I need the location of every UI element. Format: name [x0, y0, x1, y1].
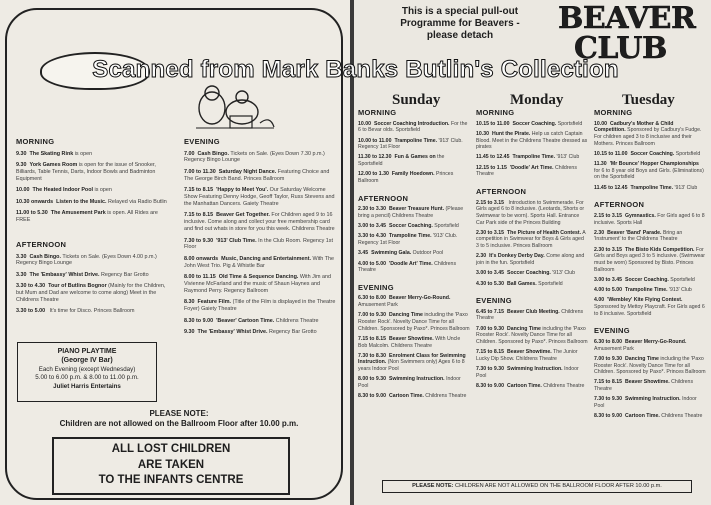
- entry-title: Beaver Club Meeting.: [506, 308, 560, 315]
- programme-entry: [594, 161, 706, 181]
- entry-title: The Skating Rink: [29, 150, 74, 157]
- entry-title: 'Beaver' Cartoon Time.: [216, 317, 275, 324]
- programme-entry: [184, 256, 340, 270]
- programme-entry: [594, 413, 706, 420]
- programme-entry: [594, 277, 706, 284]
- programme-entry: [16, 283, 168, 304]
- banner-line-3: please detach: [426, 30, 494, 42]
- lost-line-2: ARE TAKEN: [137, 458, 205, 471]
- entry-time: 8.00 to 9.30: [358, 376, 386, 383]
- entry-detail: Princes Ballroom: [358, 171, 454, 184]
- entry-title: Beaver Merry-Go-Round.: [624, 338, 687, 345]
- entry-detail: Regency Bar Grotto: [100, 271, 149, 278]
- entry-detail: Childrens Theatre: [543, 383, 585, 390]
- entry-title: Ball Games.: [506, 280, 537, 287]
- entry-title: Swimming Instruction.: [506, 366, 563, 373]
- entry-detail: Sportsfield: [557, 120, 583, 127]
- entry-detail: Childrens Theatre: [476, 164, 577, 178]
- programme-entry: [476, 121, 588, 128]
- entry-time: 7.00 to 9.30: [594, 355, 622, 362]
- programme-entry: [594, 287, 706, 294]
- entry-time: 3.30: [16, 253, 27, 260]
- entry-detail: Childrens Theatre: [358, 260, 457, 274]
- entry-time: 2.30 to 3.30: [358, 206, 386, 213]
- entry-time: 10.00 to 11.00: [358, 137, 392, 144]
- entry-time: 10.00: [594, 120, 607, 127]
- entry-time: 11.45 to 12.45: [594, 184, 628, 191]
- entry-time: 2.30: [476, 253, 487, 260]
- day-heading-monday: Monday: [510, 92, 564, 108]
- entry-title: Trampoline Time.: [388, 233, 432, 240]
- entry-detail: Featuring Choice and The George Birch Band. Princes Ballroom: [184, 168, 330, 182]
- programme-entry: [594, 297, 706, 317]
- lost-line-3: TO THE INFANTS CENTRE: [98, 474, 244, 487]
- right-page: [354, 0, 711, 505]
- monday-morning-heading: MORNING: [476, 108, 515, 117]
- programme-entry: [594, 356, 706, 376]
- entry-title: Trampoline Time.: [394, 137, 438, 144]
- left-afternoon-column: [16, 240, 168, 315]
- entry-time: 7.15 to 8.15: [358, 335, 386, 342]
- entry-detail: including the 'Paxo Rooster Rock'. Novelty Dance Time for all Children. Sponsored by Paxo*. Princes Ballroom: [358, 312, 470, 332]
- entry-title: The Picture of Health Contest.: [506, 229, 582, 236]
- day-heading-sunday: Sunday: [392, 92, 441, 108]
- entry-time: 7.15 to 8.15: [594, 379, 622, 386]
- entry-detail: for 6 to 8 year old Boys and Girls. (Eliminations) on the Sportsfield: [594, 167, 704, 181]
- programme-entry: [476, 154, 588, 161]
- entry-detail: '913' Club: [552, 270, 576, 277]
- entry-time: 3.30 to 4.30: [16, 283, 46, 290]
- entry-title: Trampoline Time.: [624, 287, 668, 294]
- entry-time: 2.30 to 3.15: [476, 229, 504, 236]
- entry-detail: Indoor Pool: [358, 376, 461, 390]
- programme-entry: [184, 151, 340, 165]
- entry-time: 3.30 to 4.30: [358, 233, 386, 240]
- entry-detail: (Non Swimmers only) Ages 6 to 8 years Indoor Pool: [358, 359, 465, 373]
- entry-time: 3.00 to 3.45: [594, 276, 622, 283]
- entry-detail: Childrens Theatre: [275, 317, 319, 324]
- ballroom-note: [382, 480, 692, 493]
- entry-detail: Help us catch Captain Blood. Meet in the Childrens Theatre dressed as pirates: [476, 130, 588, 151]
- entry-title: Soccer Coaching.: [630, 150, 675, 157]
- entry-title: Soccer Coaching.: [624, 276, 669, 283]
- programme-entry: [594, 379, 706, 392]
- entry-title: Cartoon Time.: [624, 413, 660, 420]
- entry-detail: is open: [74, 150, 93, 157]
- entry-title: Swimming Instruction.: [388, 376, 445, 383]
- tuesday-column: [594, 108, 706, 420]
- entry-detail: '913' Club: [556, 154, 580, 161]
- entry-detail: the Sportsfield: [358, 154, 445, 168]
- entry-detail: The Junior Lucky Dip Show. Childrens Theatre: [476, 349, 578, 362]
- entry-title: Cartoon Time.: [388, 393, 424, 400]
- entry-detail: With The John West Trio. Pig & Whistle Bar: [184, 255, 334, 269]
- programme-entry: [594, 185, 706, 192]
- entry-time: 10.15 to 11.00: [476, 120, 510, 127]
- tuesday-morning-heading: MORNING: [594, 108, 633, 117]
- entry-time: 3.30: [16, 271, 27, 278]
- programme-entry: [184, 169, 340, 183]
- entry-detail: With Uncle Bob Malcolm. Childrens Theatre: [358, 335, 461, 349]
- programme-entry: [184, 299, 340, 313]
- entry-time: 10.15 to 11.00: [594, 150, 628, 157]
- entry-time: 4.00 to 5.00: [594, 287, 622, 294]
- entry-time: 7.30 to 9.30: [476, 366, 504, 373]
- entry-time: 4.00: [594, 297, 605, 304]
- programme-entry: [358, 295, 470, 308]
- left-evening-column: [184, 137, 340, 336]
- entry-time: 8.30: [184, 299, 195, 306]
- entry-title: Beaver Merry-Go-Round.: [388, 295, 451, 302]
- entry-detail: Regency Bar Grotto: [268, 329, 317, 336]
- entry-title: Soccer Coaching.: [506, 270, 551, 277]
- entry-title: Cash Bingo.: [197, 150, 229, 157]
- entry-title: Feature Film.: [197, 299, 232, 306]
- tuesday-afternoon-heading: AFTERNOON: [594, 200, 645, 210]
- entry-detail: In the Club Room. Regency 1st Floor: [184, 237, 334, 251]
- entry-time: 9.30: [16, 161, 27, 168]
- entry-title: Beaver 'Band' Parade.: [607, 229, 662, 236]
- entry-detail: '913' Club: [674, 184, 698, 191]
- entry-title: 'Mr Bounce' Hopper Championships: [609, 161, 699, 168]
- programme-entry: [358, 154, 470, 167]
- entry-detail: For Children aged 9 to 16 inclusive. Come along and collect your free membership card and find out whats in store for you this week. Childrens Theatre: [184, 212, 335, 233]
- entry-detail: For Girls aged 6 to 8 inclusive. Sports Hall: [594, 212, 705, 226]
- programme-entry: [16, 254, 168, 268]
- entry-detail: Childrens Theatre: [661, 413, 703, 420]
- entry-title: Cadbury's Mother & Child Competition.: [594, 120, 674, 134]
- programme-entry: [358, 312, 470, 332]
- entry-detail: Come along and join in the fun. Sportsfield: [476, 253, 585, 266]
- entry-time: 8.00 to 11.15: [184, 274, 216, 281]
- programme-entry: [358, 206, 470, 219]
- programme-entry: [358, 261, 470, 274]
- entry-time: 7.30 to 9.30: [184, 237, 214, 244]
- pull-out-banner: [364, 6, 556, 43]
- entry-title: The 'Embassy' Whist Drive.: [197, 329, 268, 336]
- entry-time: 2.30: [594, 229, 605, 236]
- programme-entry: [594, 339, 706, 352]
- programme-entry: [184, 329, 340, 336]
- entry-detail: Indoor Pool: [476, 366, 579, 379]
- entry-time: 10.30 onwards: [16, 198, 54, 205]
- lost-children-box: [52, 437, 290, 495]
- saturday-heading-cartouche: [40, 52, 150, 90]
- entry-time: 7.30 to 9.30: [594, 396, 622, 403]
- entry-time: 7.15 to 8.15: [184, 187, 214, 194]
- entry-detail: Tickets on Sale. (Eyes Down 4.00 p.m.) Regency Bingo Lounge: [16, 253, 157, 267]
- lost-line-1: ALL LOST CHILDREN: [111, 443, 231, 455]
- ballroom-note-text: CHILDREN ARE NOT ALLOWED ON THE BALLROOM FLOOR AFTER 10.00 p.m.: [455, 483, 662, 489]
- entry-time: 3.45: [358, 250, 369, 257]
- programme-entry: [476, 309, 588, 322]
- programme-entry: [476, 165, 588, 178]
- programme-entry: [16, 162, 168, 183]
- entry-time: 3.00 to 3.45: [476, 270, 504, 277]
- entry-time: 7.00: [184, 150, 195, 157]
- entry-title: Beaver Showtime.: [506, 349, 552, 356]
- sunday-afternoon-heading: AFTERNOON: [358, 193, 409, 203]
- entry-detail: Childrens Theatre: [476, 308, 584, 322]
- entry-detail: Amusement Park: [594, 345, 634, 352]
- entry-time: 8.30 to 9.00: [476, 383, 504, 390]
- programme-entry: [476, 230, 588, 250]
- entry-title: Gymnastics.: [624, 212, 656, 219]
- entry-title: Fun & Games on: [394, 154, 436, 161]
- piano-line-3: Juliet Harris Entertains: [53, 382, 121, 390]
- programme-entry: [358, 353, 470, 373]
- entry-time: 7.30 to 8.30: [358, 352, 386, 359]
- sunday-morning-heading: MORNING: [358, 108, 397, 117]
- entry-title: York Games Room: [29, 161, 78, 168]
- programme-entry: [184, 212, 340, 233]
- entry-title: Swimming Instruction.: [624, 396, 681, 403]
- entry-title: Enrolment Class for Swimming Instruction.: [358, 352, 466, 366]
- entry-title: Cartoon Time.: [506, 383, 542, 390]
- entry-title: 'Doodle Art' Time.: [388, 260, 433, 267]
- entry-time: 7.15 to 8.15: [184, 212, 214, 219]
- programme-entry: [358, 250, 470, 257]
- sunday-evening-heading: EVENING: [358, 282, 394, 292]
- banner-line-1: This is a special pull-out: [401, 6, 519, 17]
- entry-detail: Bring an 'Instrument' to the Childrens Theatre: [594, 229, 683, 243]
- morning-heading: MORNING: [16, 137, 55, 146]
- piano-line-2: 5.00 to 6.00 p.m. & 8.00 to 11.00 p.m.: [35, 374, 139, 382]
- entry-detail: For the 6 to Bevar olds. Sportsfield: [358, 120, 468, 134]
- monday-column: [476, 108, 588, 390]
- entry-detail: (Mainly for the Children, but Mum and Dad are welcome to come along) Meet in the Childrens Theatre: [16, 283, 166, 304]
- entry-detail: Introduction to Swimmerade. For Girls aged 6 to 8 inclusive. (Leotards, Shorts or Swimwear to be worn). Sports Hall. Entrance Car Park side of the Princes Building: [476, 199, 585, 226]
- entry-title: Trampoline Time.: [630, 184, 674, 191]
- entry-title: Dancing Time: [388, 312, 423, 319]
- piano-title: PIANO PLAYTIME: [57, 348, 117, 355]
- entry-title: 'Doodle' Art Time.: [509, 164, 554, 171]
- entry-detail: including the 'Paxo Rooster Rock'. Novelty Dance Time for all Children. Sponsored by Paxo*. Princes Ballroom: [594, 355, 706, 376]
- programme-entry: [358, 223, 470, 230]
- programme-entry: [358, 376, 470, 389]
- entry-title: Soccer Coaching.: [512, 120, 557, 127]
- entry-title: Old Time & Sequence Dancing.: [218, 274, 299, 281]
- entry-time: 6.45 to 7.15: [476, 308, 504, 315]
- entry-title: The Bisto Kids Competition.: [624, 246, 695, 253]
- programme-entry: [476, 383, 588, 390]
- entry-time: 10.30: [476, 130, 489, 137]
- programme-entry: [358, 393, 470, 400]
- entry-detail: (Please bring a pencil) Childrens Theatre: [358, 206, 464, 219]
- entry-time: 8.30 to 9.00: [184, 317, 214, 324]
- entry-title: 'Wembley' Kite Flying Contest.: [607, 297, 683, 304]
- programme-entry: [358, 121, 470, 134]
- entry-detail: is open for the issue of Snooker, Billiards, Table Tennis, Darts, Indoor Bowls and Badminton Equipment: [16, 161, 156, 182]
- entry-detail: For Girls and Boys aged 3 to 5 inclusive. (Swimwear must be worn) Sponsored by Bisto. Princes Ballroom: [594, 246, 706, 273]
- entry-title: Beaver Showtime.: [388, 335, 434, 342]
- entry-title: Beaver Showtime.: [624, 379, 670, 386]
- programme-entry: [16, 308, 168, 315]
- programme-entry: [184, 238, 340, 252]
- programme-entry: [594, 230, 706, 243]
- entry-time: 9.30: [184, 329, 195, 336]
- entry-time: 6.30 to 8.00: [594, 338, 622, 345]
- afternoon-heading: AFTERNOON: [16, 240, 67, 249]
- day-heading-tuesday: Tuesday: [622, 92, 675, 108]
- entry-time: 12.00 to 1.30: [358, 171, 389, 178]
- entry-title: Beaver Get Together.: [216, 212, 270, 219]
- entry-time: 12.15 to 1.15: [476, 164, 507, 171]
- entry-title: Cash Bingo.: [29, 253, 61, 260]
- programme-entry: [16, 272, 168, 279]
- entry-detail: Childrens Theatre: [425, 393, 467, 400]
- entry-time: 11.00 to 5.30: [16, 209, 48, 216]
- entry-detail: Childrens Theatre: [594, 379, 694, 393]
- entry-time: 7.15 to 8.15: [476, 349, 504, 356]
- programme-entry: [184, 187, 340, 208]
- logo-word-beaver: BEAVER: [558, 1, 696, 36]
- entry-time: 4.30 to 5.30: [476, 280, 504, 287]
- entry-time: 3.00 to 3.45: [358, 223, 386, 230]
- entry-title: Saturday Night Dance.: [218, 168, 277, 175]
- entry-title: Dancing Time: [624, 355, 659, 362]
- entry-title: It's Donkey Derby Day.: [489, 253, 545, 260]
- programme-entry: [476, 349, 588, 362]
- monday-evening-heading: EVENING: [476, 296, 512, 306]
- entry-detail: '913' Club. Regency 1st Floor: [358, 233, 458, 247]
- entry-time: 11.45 to 12.45: [476, 154, 510, 161]
- entry-time: 2.15 to 3.15: [594, 212, 622, 219]
- programme-entry: [594, 247, 706, 274]
- please-note-label: PLEASE NOTE:: [149, 409, 209, 418]
- entry-detail: Our Saturday Welcome Show Featuring Denny Hodge, Geoff Taylor, Russ Stevens and the Manhattan Dancers. Gaiety Theatre: [184, 187, 335, 207]
- evening-heading: EVENING: [184, 137, 220, 146]
- entry-title: Trampoline Time.: [512, 154, 556, 161]
- please-note: [18, 409, 340, 430]
- entry-time: 7.00 to 9.30: [476, 325, 504, 332]
- entry-title: Family Hoedown.: [391, 171, 435, 178]
- entry-time: 7.00 to 9.30: [358, 312, 386, 319]
- entry-time: 10.00: [16, 187, 30, 194]
- ballroom-note-label: PLEASE NOTE:: [412, 483, 454, 489]
- piano-line-1: Each Evening (except Wednesday): [38, 365, 136, 373]
- left-page: [0, 0, 350, 505]
- entry-title: Music, Dancing and Entertainment.: [221, 255, 312, 262]
- entry-title: Beaver Treasure Hunt.: [388, 206, 445, 213]
- programme-entry: [594, 396, 706, 409]
- entry-detail: including the 'Paxo Rooster Rock'. Novelty Dance Time for all Children. Sponsored by Paxo*. Princes Ballroom: [476, 325, 588, 345]
- entry-time: 4.00 to 5.00: [358, 260, 386, 267]
- entry-time: 11.30 to 12.30: [358, 154, 392, 161]
- entry-detail: It's time for Disco. Princes Ballroom: [49, 308, 135, 315]
- entry-time: 8.30 to 9.00: [358, 393, 386, 400]
- entry-title: The Heated Indoor Pool: [32, 187, 93, 194]
- entry-detail: is open. All Rides are FREE: [16, 209, 158, 223]
- entry-detail: Sportsfield: [434, 223, 459, 230]
- entry-detail: A competition in Swimwear for Boys & Girls aged 3 to 5 inclusive. Princes Ballroom: [476, 229, 586, 250]
- banner-line-2: Programme for Beavers -: [400, 18, 520, 30]
- entry-detail: Sportsfield: [670, 276, 695, 283]
- entry-detail: Amusement Park: [358, 302, 398, 309]
- programme-entry: [184, 274, 340, 295]
- entry-detail: Sponsored by Cadbury's Fudge. For children aged 3 to 8 inclusive and their Mothers. Princes Ballroom: [594, 127, 702, 147]
- entry-title: Tour of Butlins Bognor: [48, 283, 107, 290]
- entry-title: Hunt the Pirate.: [491, 130, 531, 137]
- monday-afternoon-heading: AFTERNOON: [476, 186, 527, 196]
- programme-entry: [476, 326, 588, 346]
- programme-entry: [16, 187, 168, 194]
- entry-title: The 'Embassy' Whist Drive.: [29, 271, 100, 278]
- programme-entry: [16, 210, 168, 224]
- entry-title: 'Happy to Meet You'.: [216, 187, 269, 194]
- entry-detail: Outdoor Pool: [412, 250, 444, 257]
- entry-time: 2.15 to 3.15: [476, 199, 504, 206]
- programme-entry: [594, 151, 706, 158]
- entry-detail: (Title of the Film is displayed in the Theatre Foyer) Gaiety Theatre: [184, 299, 336, 313]
- scan-watermark: Scanned from Mark Banks Butlin's Collection: [92, 56, 619, 83]
- please-note-text: Children are not allowed on the Ballroom Floor after 10.00 p.m.: [59, 419, 299, 429]
- entry-title: Soccer Coaching.: [388, 223, 433, 230]
- programme-entry: [358, 171, 470, 184]
- entry-time: 7.00 to 11.30: [184, 168, 216, 175]
- piano-venue: (George IV Bar): [61, 357, 113, 365]
- entry-time: 9.30: [16, 150, 27, 157]
- programme-entry: [476, 270, 588, 277]
- entry-detail: '913' Club: [669, 287, 692, 294]
- left-morning-column: [16, 137, 168, 224]
- entry-title: The Amusement Park: [50, 209, 106, 216]
- entry-title: Soccer Coaching Introduction.: [373, 120, 450, 127]
- programme-entry: [184, 318, 340, 325]
- entry-detail: Sponsored by Mettoy Playcraft. For Girls aged 6 to 8 inclusive. Sportsfield: [594, 304, 705, 317]
- programme-entry: [476, 200, 588, 227]
- entry-time: 3.30 to 5.00: [16, 308, 46, 315]
- entry-detail: Relayed via Radio Butlin: [107, 198, 167, 205]
- entry-time: 11.30: [594, 161, 607, 168]
- entry-time: 2.30 to 3.15: [594, 246, 622, 253]
- programme-entry: [476, 253, 588, 266]
- programme-entry: [476, 366, 588, 379]
- entry-time: 10.00: [358, 120, 371, 127]
- entry-time: 6.30 to 8.00: [358, 295, 386, 302]
- beaver-club-logo: [558, 1, 708, 66]
- programme-entry: [476, 281, 588, 288]
- piano-playtime-box: [17, 342, 157, 402]
- entry-detail: Sportsfield: [538, 280, 563, 287]
- entry-detail: is open: [94, 187, 112, 194]
- programme-entry: [594, 121, 706, 148]
- sunday-column: [358, 108, 470, 400]
- beaver-cartoon-illustration: [190, 78, 280, 133]
- programme-entry: [16, 199, 168, 206]
- programme-entry: [476, 131, 588, 151]
- entry-detail: Indoor Pool: [594, 396, 697, 409]
- entry-title: '913' Club Time.: [216, 237, 257, 244]
- programme-entry: [358, 233, 470, 246]
- programme-entry: [16, 151, 168, 158]
- entry-detail: Sportsfield: [675, 150, 701, 157]
- programme-entry: [358, 138, 470, 151]
- entry-title: Swimming Gala.: [371, 250, 412, 257]
- entry-detail: Tickets on Sale. (Eyes Down 7.30 p.m.) Regency Bingo Lounge: [184, 150, 325, 164]
- tuesday-evening-heading: EVENING: [594, 326, 630, 336]
- programme-entry: [358, 336, 470, 349]
- entry-detail: '913' Club. Regency 1st Floor: [358, 137, 463, 151]
- entry-time: 8.00 onwards: [184, 255, 219, 262]
- entry-title: Listen to the Music.: [56, 198, 107, 205]
- entry-time: 8.30 to 9.00: [594, 413, 622, 420]
- logo-word-club: CLUB: [574, 31, 667, 66]
- programme-entry: [594, 213, 706, 226]
- entry-title: Dancing Time: [506, 325, 541, 332]
- entry-detail: With Jim and Vivienne McFarland and the music of Shaun Haynes and Raymond Perry. Regency Ballroom: [184, 274, 332, 294]
